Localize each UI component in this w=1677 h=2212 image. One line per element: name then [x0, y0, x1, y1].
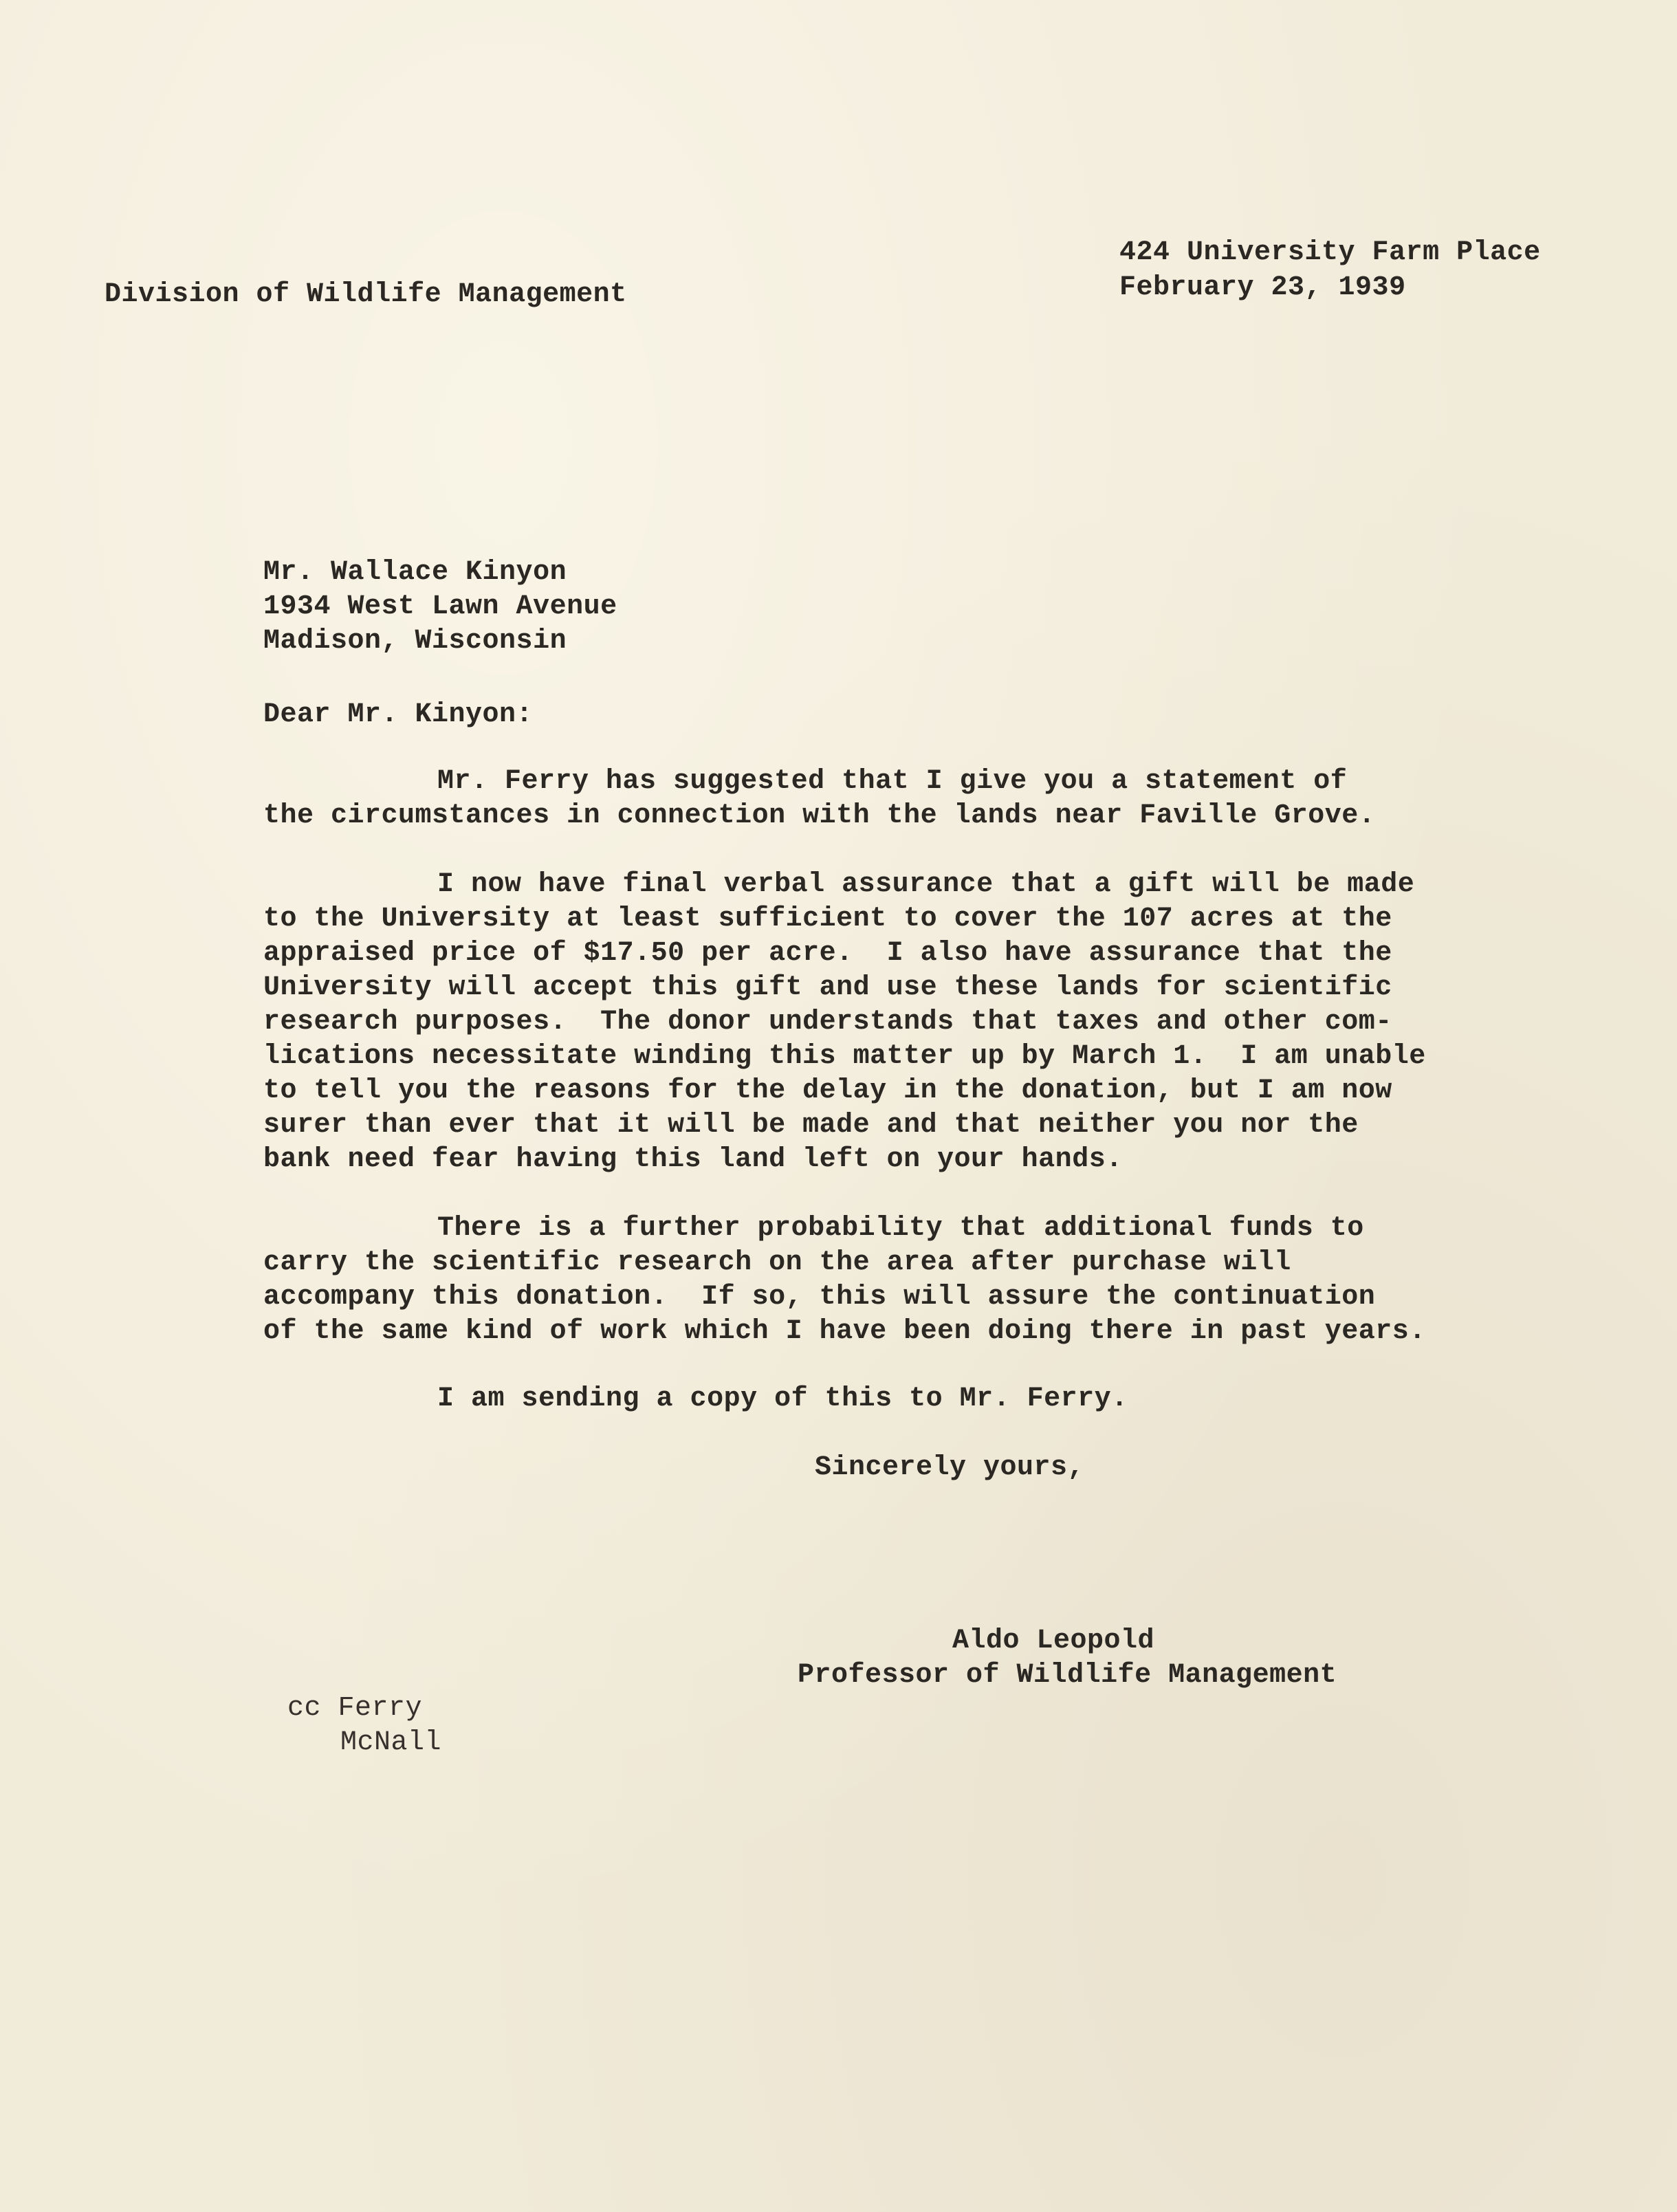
- paragraph-line: I am sending a copy of this to Mr. Ferry.: [437, 1383, 1128, 1414]
- paragraph-line: I now have final verbal assurance that a gift will be made: [437, 869, 1415, 900]
- paragraph-line: surer than ever that it will be made and that neither you nor the: [263, 1110, 1359, 1141]
- paragraph-line: bank need fear having this land left on your hands.: [263, 1144, 1123, 1175]
- sender-address: 424 University Farm Place: [1119, 237, 1541, 268]
- paragraph-line: of the same kind of work which I have been doing there in past years.: [263, 1316, 1426, 1347]
- paragraph-line: to the University at least sufficient to cover the 107 acres at the: [263, 904, 1392, 934]
- recipient-street: 1934 West Lawn Avenue: [263, 591, 617, 622]
- paragraph-line: appraised price of $17.50 per acre. I also have assurance that the: [263, 938, 1392, 969]
- salutation: Dear Mr. Kinyon:: [263, 699, 534, 730]
- signature-title: Professor of Wildlife Management: [798, 1660, 1337, 1691]
- paragraph-line: the circumstances in connection with the lands near Faville Grove.: [263, 800, 1376, 831]
- division-heading: Division of Wildlife Management: [105, 279, 627, 310]
- paragraph-line: research purposes. The donor understands that taxes and other com-: [263, 1007, 1392, 1038]
- signature-name: Aldo Leopold: [952, 1625, 1155, 1656]
- paragraph-line: lications necessitate winding this matter up by March 1. I am unable: [263, 1041, 1426, 1072]
- recipient-name: Mr. Wallace Kinyon: [263, 557, 567, 588]
- paragraph-line: There is a further probability that additional funds to: [437, 1213, 1364, 1244]
- paragraph-line: to tell you the reasons for the delay in the donation, but I am now: [263, 1075, 1392, 1106]
- recipient-city: Madison, Wisconsin: [263, 626, 567, 657]
- closing: Sincerely yours,: [815, 1452, 1085, 1483]
- cc-line-ferry: cc Ferry: [287, 1693, 423, 1724]
- cc-line-mcnall: McNall: [340, 1727, 442, 1758]
- paragraph-line: carry the scientific research on the area after purchase will: [263, 1247, 1291, 1278]
- paragraph-line: University will accept this gift and use these lands for scientific: [263, 972, 1392, 1003]
- paragraph-line: Mr. Ferry has suggested that I give you a statement of: [437, 766, 1348, 797]
- letter-date: February 23, 1939: [1119, 272, 1406, 303]
- paragraph-line: accompany this donation. If so, this will assure the continuation: [263, 1282, 1376, 1313]
